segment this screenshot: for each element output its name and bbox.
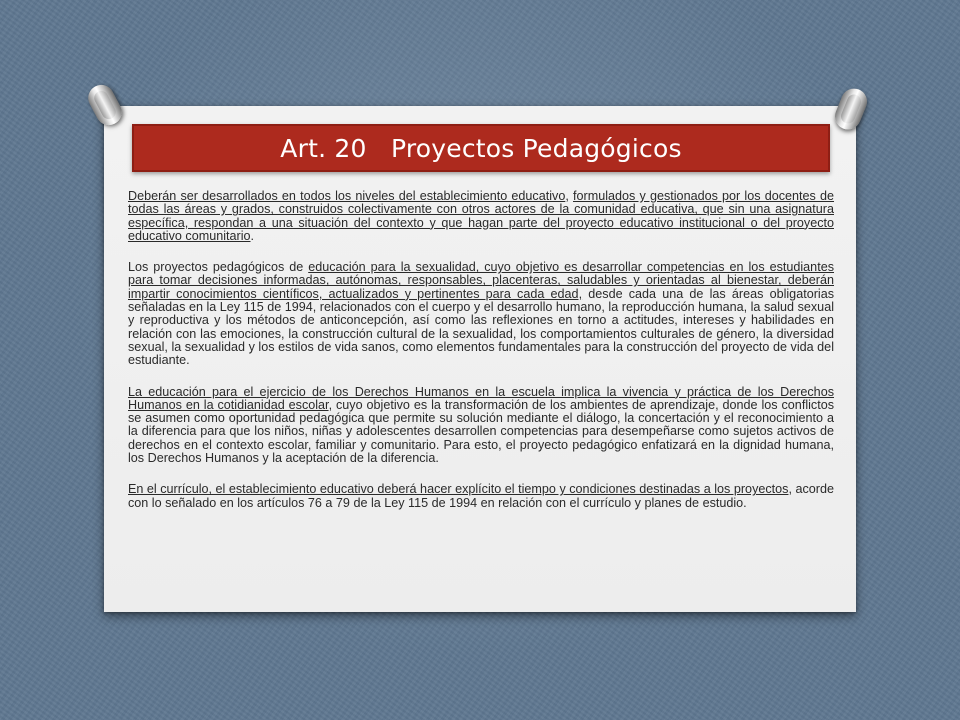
paragraph — [128, 190, 834, 243]
text-segment: , cuyo objetivo es la transformación de los ambientes de aprendizaje, donde los conflictos se asumen como oportunidad pedagógica que permite su solución mediante el diálogo, la concertación y el reconocimiento a la diferencia para que los niños, niñas y adolescentes desarrollen competencias para desempeñarse como sujetos activos de derechos en el contexto escolar, familiar y comunitario. Para esto, el proyecto pedagógico enfatizará en la dignidad humana, los Derechos Humanos y la aceptación de la diferencia. — [128, 397, 835, 466]
text-segment: educación para la sexualidad, cuyo objetivo es desarrollar competencias en los estudiantes para tomar decisiones informadas, autónomas, responsables, placenteras, saludables y orientadas al bienestar, deberán impartir conocimientos científicos, actualizados y pertinentes para cada edad, — [128, 260, 834, 301]
text-segment: formulados y gestionados por los docentes de todas las áreas y grados, construidos colectivamente con otros actores de la comunidad educativa, que sin una asignatura específica, respondan a una situación del contexto y que hagan parte del proyecto educativo institucional o del proyecto educativo comunitario — [128, 189, 835, 243]
text-segment: En el currículo, el establecimiento educativo deberá hacer explícito el tiempo y condiciones destinadas a los proyectos — [128, 482, 789, 497]
paragraph — [128, 483, 834, 510]
article-body — [128, 190, 834, 528]
slide-title: Art. 20 Proyectos Pedagógicos — [280, 133, 682, 163]
text-segment: La educación para el ejercicio de los Derechos Humanos en la escuela implica la vivencia y práctica de los Derechos Humanos en la cotidianidad escolar — [128, 384, 834, 412]
text-segment: , — [565, 189, 574, 203]
title-banner — [132, 124, 830, 172]
text-segment: desde cada una de las áreas obligatorias señaladas en la Ley 115 de 1994, relacionados con el cuerpo y el desarrollo humano, la reproducción humana, la salud sexual y reproductiva y los métodos de anticoncepción, así como las reflexiones en torno a actitudes, intereses y habilidades en relación con las emociones, la construcción cultural de la sexualidad, los comportamientos culturales de género, la diversidad sexual, la sexualidad y los estilos de vida sanos, como elementos fundamentales para la construcción del proyecto de vida del estudiante. — [128, 286, 834, 368]
paragraph — [128, 261, 834, 367]
paragraph — [128, 386, 834, 466]
text-segment: . — [250, 228, 255, 243]
text-segment: Los proyectos pedagógicos de — [128, 260, 309, 275]
text-segment: Deberán ser desarrollados en todos los niveles del establecimiento educativo — [128, 189, 566, 203]
text-segment: , acorde con lo señalado en los artículos 76 a 79 de la Ley 115 de 1994 en relación con el currículo y planes de estudio. — [128, 482, 834, 510]
